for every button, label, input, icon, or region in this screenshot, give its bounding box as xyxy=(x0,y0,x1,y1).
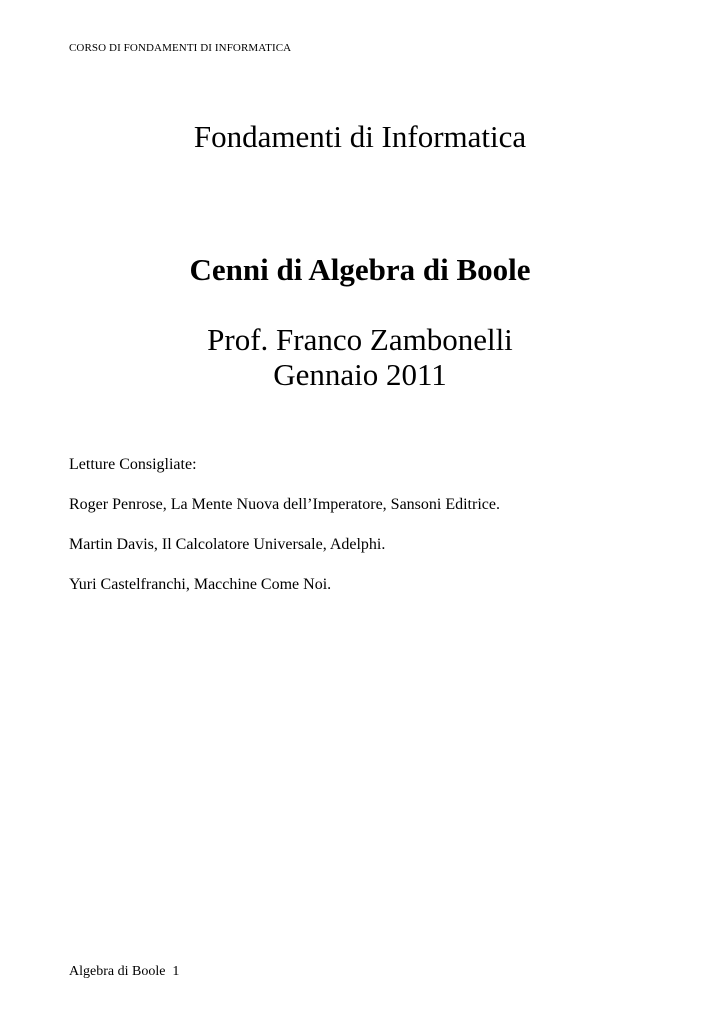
lecture-title xyxy=(0,252,724,288)
reading-item: Martin Davis, Il Calcolatore Universale, Adelphi. xyxy=(69,536,386,553)
reading-item: Roger Penrose, La Mente Nuova dell’Imperatore, Sansoni Editrice. xyxy=(69,496,500,513)
publication-date-text: Gennaio 2011 xyxy=(273,357,447,392)
reading-item: Yuri Castelfranchi, Macchine Come Noi. xyxy=(69,576,332,593)
lecture-title-text: Cenni di Algebra di Boole xyxy=(189,252,531,287)
author-name xyxy=(0,322,724,358)
readings-heading: Letture Consigliate: xyxy=(69,456,197,473)
running-header: CORSO DI FONDAMENTI DI INFORMATICA xyxy=(69,42,292,54)
author-name-text: Prof. Franco Zambonelli xyxy=(207,322,513,357)
course-title-text: Fondamenti di Informatica xyxy=(193,119,527,154)
course-title xyxy=(0,119,724,155)
page-footer: Algebra di Boole 1 xyxy=(69,964,180,979)
publication-date xyxy=(0,357,724,393)
